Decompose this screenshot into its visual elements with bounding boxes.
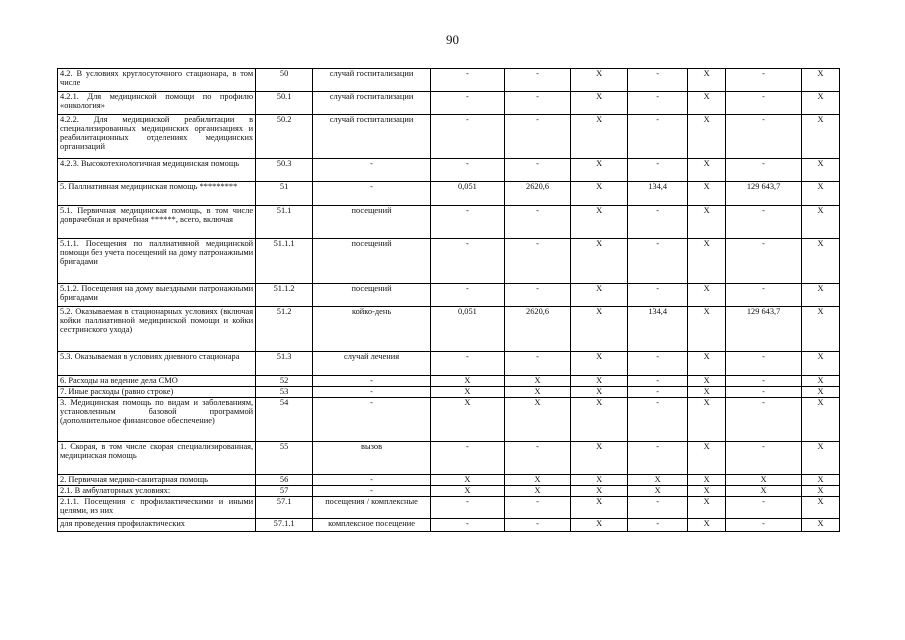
table-cell: - bbox=[431, 352, 505, 376]
table-cell: - bbox=[504, 159, 570, 182]
table-row bbox=[58, 475, 840, 486]
table-cell: X bbox=[688, 159, 726, 182]
table-cell: - bbox=[431, 92, 505, 115]
table-cell: X bbox=[571, 239, 628, 284]
table-cell: 57.1 bbox=[256, 497, 313, 519]
table-cell: X bbox=[504, 376, 570, 387]
table-cell: - bbox=[726, 352, 802, 376]
table-cell: вызов bbox=[313, 442, 431, 475]
row-label-cell: 2.1.1. Посещения с профилактическими и иными целями, из них bbox=[58, 497, 256, 519]
table-cell: 54 bbox=[256, 398, 313, 442]
table-cell: - bbox=[504, 115, 570, 159]
table-cell: X bbox=[571, 497, 628, 519]
table-row bbox=[58, 92, 840, 115]
table-cell: X bbox=[688, 115, 726, 159]
table-row bbox=[58, 69, 840, 92]
table-cell: X bbox=[802, 115, 840, 159]
table-cell: X bbox=[504, 475, 570, 486]
table-cell: - bbox=[313, 475, 431, 486]
row-label-cell: 1. Скорая, в том числе скорая специализированная, медицинская помощь bbox=[58, 442, 256, 475]
table-cell: X bbox=[688, 352, 726, 376]
table-row bbox=[58, 519, 840, 532]
table-cell: - bbox=[628, 239, 688, 284]
table-cell: - bbox=[504, 497, 570, 519]
table-cell: X bbox=[688, 307, 726, 352]
table-cell: - bbox=[628, 442, 688, 475]
table-row bbox=[58, 352, 840, 376]
table-cell: X bbox=[802, 519, 840, 532]
row-label-cell: 4.2. В условиях круглосуточного стационара, в том числе bbox=[58, 69, 256, 92]
table-cell: - bbox=[726, 284, 802, 307]
table-cell: X bbox=[688, 284, 726, 307]
table-cell: X bbox=[504, 387, 570, 398]
table-cell: посещений bbox=[313, 239, 431, 284]
table-cell: 51.1.2 bbox=[256, 284, 313, 307]
table-cell: - bbox=[726, 442, 802, 475]
table-cell: случай госпитализации bbox=[313, 92, 431, 115]
table-cell: посещений bbox=[313, 284, 431, 307]
table-cell: 51.2 bbox=[256, 307, 313, 352]
table-cell: X bbox=[571, 92, 628, 115]
table-cell: X bbox=[802, 307, 840, 352]
table-cell: - bbox=[726, 206, 802, 239]
row-label-cell: 4.2.1. Для медицинской помощи по профилю «онкология» bbox=[58, 92, 256, 115]
table-cell: X bbox=[688, 497, 726, 519]
table-cell: случай лечения bbox=[313, 352, 431, 376]
row-label-cell: 7. Иные расходы (равно строке) bbox=[58, 387, 256, 398]
table-cell: случай госпитализации bbox=[313, 69, 431, 92]
table-cell: X bbox=[802, 352, 840, 376]
table-cell: 50 bbox=[256, 69, 313, 92]
table-cell: - bbox=[628, 206, 688, 239]
table-cell: 50.3 bbox=[256, 159, 313, 182]
table-cell: - bbox=[726, 69, 802, 92]
table-cell: X bbox=[802, 182, 840, 206]
table-cell: комплексное посещение bbox=[313, 519, 431, 532]
table-cell: X bbox=[571, 206, 628, 239]
table-cell: 129 643,7 bbox=[726, 307, 802, 352]
table-cell: X bbox=[571, 352, 628, 376]
table-cell: 51 bbox=[256, 182, 313, 206]
table-cell: 55 bbox=[256, 442, 313, 475]
row-label-cell: 5.1.1. Посещения по паллиативной медицинской помощи без учета посещений на дому патронажными бригадами bbox=[58, 239, 256, 284]
table-cell: - bbox=[431, 115, 505, 159]
table-cell: X bbox=[802, 69, 840, 92]
table-cell: X bbox=[628, 486, 688, 497]
table-cell: - bbox=[431, 284, 505, 307]
table-cell: случай госпитализации bbox=[313, 115, 431, 159]
table-cell: X bbox=[571, 442, 628, 475]
table-cell: X bbox=[802, 376, 840, 387]
table-cell: 134,4 bbox=[628, 182, 688, 206]
table-cell: - bbox=[726, 376, 802, 387]
table-cell: - bbox=[504, 519, 570, 532]
table-cell: 50.1 bbox=[256, 92, 313, 115]
row-label-cell: 6. Расходы на ведение дела СМО bbox=[58, 376, 256, 387]
table-cell: 51.1.1 bbox=[256, 239, 313, 284]
table-cell: - bbox=[504, 239, 570, 284]
table-cell: - bbox=[628, 159, 688, 182]
table-cell: - bbox=[726, 398, 802, 442]
table-cell: X bbox=[431, 376, 505, 387]
table-cell: 51.3 bbox=[256, 352, 313, 376]
table-cell: - bbox=[628, 398, 688, 442]
table-cell: - bbox=[628, 519, 688, 532]
table-cell: - bbox=[726, 159, 802, 182]
table-cell: - bbox=[431, 206, 505, 239]
table-row bbox=[58, 182, 840, 206]
table-cell: 50.2 bbox=[256, 115, 313, 159]
table-cell: X bbox=[802, 284, 840, 307]
table-cell: койко-день bbox=[313, 307, 431, 352]
table-cell: X bbox=[688, 376, 726, 387]
table-cell: X bbox=[802, 442, 840, 475]
table-cell: X bbox=[571, 307, 628, 352]
row-label-cell: 2. Первичная медико-санитарная помощь bbox=[58, 475, 256, 486]
table-cell: X bbox=[688, 442, 726, 475]
table-cell: - bbox=[504, 206, 570, 239]
table-cell: X bbox=[688, 486, 726, 497]
table-cell: - bbox=[504, 352, 570, 376]
row-label-cell: 5.1. Первичная медицинская помощь, в том числе доврачебная и врачебная ******, всего, включая bbox=[58, 206, 256, 239]
table-cell: X bbox=[571, 284, 628, 307]
table-cell: - bbox=[628, 497, 688, 519]
table-row bbox=[58, 115, 840, 159]
table-cell: - bbox=[628, 387, 688, 398]
table-cell: 56 bbox=[256, 475, 313, 486]
table-cell: X bbox=[688, 182, 726, 206]
row-label-cell: 5. Паллиативная медицинская помощь ********* bbox=[58, 182, 256, 206]
table-cell: посещений bbox=[313, 206, 431, 239]
table-cell: - bbox=[628, 115, 688, 159]
table-row bbox=[58, 307, 840, 352]
table-row bbox=[58, 387, 840, 398]
table-cell: - bbox=[504, 442, 570, 475]
table-cell: X bbox=[571, 387, 628, 398]
table-cell: X bbox=[504, 398, 570, 442]
row-label-cell: 4.2.2. Для медицинской реабилитации в специализированных медицинских организациях и реабилитационных отделениях медицинских организаций bbox=[58, 115, 256, 159]
table-cell: посещения / комплексные bbox=[313, 497, 431, 519]
table-cell: - bbox=[313, 182, 431, 206]
table-cell: X bbox=[688, 239, 726, 284]
table-cell: X bbox=[802, 486, 840, 497]
table-row bbox=[58, 159, 840, 182]
table-row bbox=[58, 239, 840, 284]
table-cell: X bbox=[571, 398, 628, 442]
table-cell: X bbox=[802, 92, 840, 115]
table-cell: - bbox=[726, 239, 802, 284]
table-cell: X bbox=[571, 182, 628, 206]
table-cell: - bbox=[504, 284, 570, 307]
table-cell: X bbox=[802, 239, 840, 284]
table-cell: - bbox=[431, 239, 505, 284]
table-cell: X bbox=[688, 475, 726, 486]
table-cell: X bbox=[802, 387, 840, 398]
table-row bbox=[58, 486, 840, 497]
table-cell: X bbox=[431, 398, 505, 442]
row-label-cell: для проведения профилактических bbox=[58, 519, 256, 532]
table-cell: - bbox=[313, 376, 431, 387]
table-cell: 0,051 bbox=[431, 307, 505, 352]
table-row bbox=[58, 442, 840, 475]
table-cell: X bbox=[431, 475, 505, 486]
table-cell: - bbox=[313, 387, 431, 398]
table-cell: - bbox=[628, 284, 688, 307]
page-number: 90 bbox=[446, 32, 459, 47]
table-cell: 2620,6 bbox=[504, 182, 570, 206]
table-row bbox=[58, 398, 840, 442]
table-cell: X bbox=[571, 519, 628, 532]
table-row bbox=[58, 376, 840, 387]
table-cell: - bbox=[431, 497, 505, 519]
row-label-cell: 2.1. В амбулаторных условиях: bbox=[58, 486, 256, 497]
table-cell: - bbox=[504, 69, 570, 92]
table-cell: X bbox=[504, 486, 570, 497]
table-cell: - bbox=[431, 69, 505, 92]
table-cell: 57.1.1 bbox=[256, 519, 313, 532]
table-cell: X bbox=[571, 69, 628, 92]
table-cell: X bbox=[571, 486, 628, 497]
table-cell: 51.1 bbox=[256, 206, 313, 239]
table-cell: - bbox=[628, 352, 688, 376]
table-cell: X bbox=[688, 206, 726, 239]
table-cell: X bbox=[628, 475, 688, 486]
table-cell: X bbox=[431, 486, 505, 497]
table-cell: - bbox=[726, 497, 802, 519]
table-cell: - bbox=[628, 92, 688, 115]
table-cell: X bbox=[688, 92, 726, 115]
table-cell: - bbox=[628, 69, 688, 92]
table-cell: X bbox=[802, 497, 840, 519]
table-cell: 129 643,7 bbox=[726, 182, 802, 206]
table-cell: - bbox=[313, 486, 431, 497]
table-cell: X bbox=[802, 159, 840, 182]
table-cell: - bbox=[726, 92, 802, 115]
table-cell: X bbox=[688, 519, 726, 532]
table-cell: 53 bbox=[256, 387, 313, 398]
row-label-cell: 5.3. Оказываемая в условиях дневного стационара bbox=[58, 352, 256, 376]
table-cell: X bbox=[802, 398, 840, 442]
table-cell: X bbox=[571, 475, 628, 486]
table-cell: - bbox=[726, 387, 802, 398]
table-cell: X bbox=[688, 69, 726, 92]
table-cell: 0,051 bbox=[431, 182, 505, 206]
table-cell: - bbox=[431, 519, 505, 532]
table-cell: - bbox=[431, 442, 505, 475]
table-cell: X bbox=[726, 486, 802, 497]
table-cell: - bbox=[313, 398, 431, 442]
table-cell: X bbox=[726, 475, 802, 486]
table-cell: X bbox=[802, 206, 840, 239]
table-row bbox=[58, 497, 840, 519]
table-cell: - bbox=[628, 376, 688, 387]
table-cell: - bbox=[726, 519, 802, 532]
table-cell: 134,4 bbox=[628, 307, 688, 352]
table-cell: - bbox=[726, 115, 802, 159]
table-cell: - bbox=[313, 159, 431, 182]
row-label-cell: 3. Медицинская помощь по видам и заболеваниям, установленным базовой программой (дополнительное финансовое обеспечение) bbox=[58, 398, 256, 442]
table-cell: X bbox=[571, 115, 628, 159]
table-cell: X bbox=[571, 376, 628, 387]
table-cell: 52 bbox=[256, 376, 313, 387]
table-cell: X bbox=[688, 387, 726, 398]
table-cell: - bbox=[504, 92, 570, 115]
tariff-table bbox=[57, 68, 840, 532]
table-row bbox=[58, 206, 840, 239]
table-cell: 57 bbox=[256, 486, 313, 497]
row-label-cell: 5.1.2. Посещения на дому выездными патронажными бригадами bbox=[58, 284, 256, 307]
table-cell: 2620,6 bbox=[504, 307, 570, 352]
table-cell: X bbox=[431, 387, 505, 398]
table-cell: - bbox=[431, 159, 505, 182]
row-label-cell: 4.2.3. Высокотехнологичная медицинская помощь bbox=[58, 159, 256, 182]
table-cell: X bbox=[688, 398, 726, 442]
row-label-cell: 5.2. Оказываемая в стационарных условиях (включая койки паллиативной медицинской помощи и койки сестринского ухода) bbox=[58, 307, 256, 352]
table-cell: X bbox=[802, 475, 840, 486]
table-row bbox=[58, 284, 840, 307]
table-cell: X bbox=[571, 159, 628, 182]
